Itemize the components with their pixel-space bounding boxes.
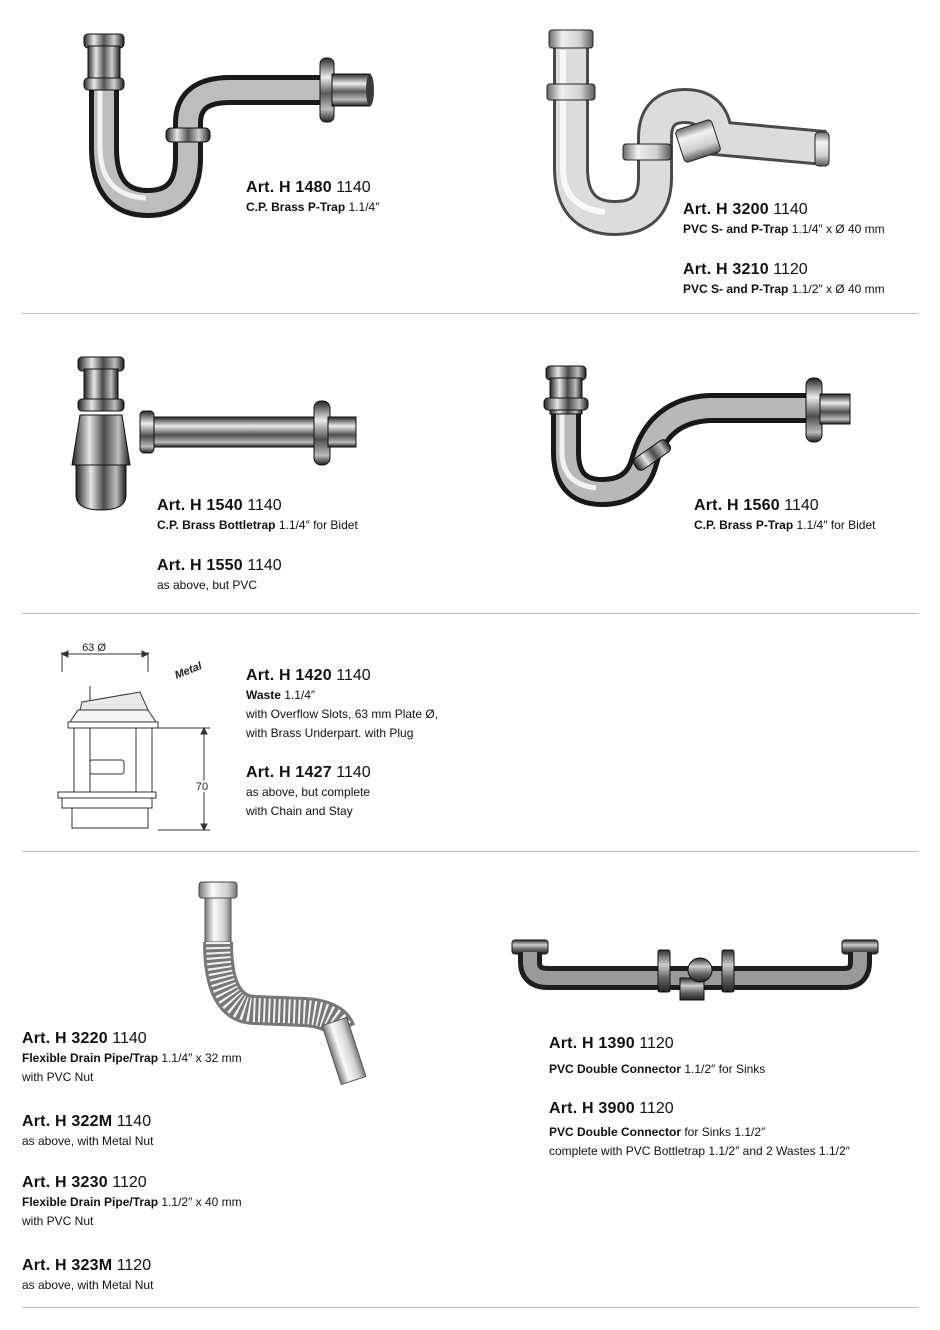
article-code: 1120 [116, 1257, 152, 1274]
section-divider [22, 851, 918, 852]
description-title: PVC Double Connector [549, 1125, 682, 1139]
description-title: C.P. Brass P-Trap [246, 200, 346, 214]
article-code: 1140 [112, 1030, 147, 1047]
product-entry-h1390 [549, 1034, 765, 1079]
article-line [549, 1099, 850, 1119]
description-spec: 1.1/4″ x Ø 40 mm [788, 222, 885, 236]
description-line: with Chain and Stay [246, 804, 353, 818]
description-title: Flexible Drain Pipe/Trap [22, 1195, 159, 1209]
article-code: 1140 [336, 667, 371, 684]
article-number: Art. H 322M [22, 1113, 113, 1130]
brass-bottletrap-image [66, 355, 366, 515]
description-title: C.P. Brass Bottletrap [157, 518, 276, 532]
article-number: Art. H 3900 [549, 1100, 635, 1117]
article-number: Art. H 1390 [549, 1035, 635, 1052]
dimension-diameter: 63 Ø [82, 642, 106, 654]
article-number: Art. H 3220 [22, 1030, 108, 1047]
article-description [683, 220, 885, 239]
article-description [22, 1049, 242, 1068]
article-description: as above, with Metal Nut [22, 1134, 154, 1148]
article-number: Art. H 3230 [22, 1174, 108, 1191]
product-entry-h1480 [246, 178, 379, 217]
dimension-height: 70 [195, 781, 209, 793]
product-entry-h1420 [246, 666, 438, 743]
product-entry-h1560 [694, 496, 875, 535]
article-code: 1120 [112, 1174, 147, 1191]
article-code: 1140 [773, 201, 808, 218]
article-number: Art. H 1540 [157, 497, 243, 514]
waste-technical-drawing [50, 640, 225, 835]
product-entry-h1427 [246, 763, 371, 821]
article-number: Art. H 3210 [683, 261, 769, 278]
description-title: PVC S- and P-Trap [683, 282, 789, 296]
product-entry-h1540 [157, 496, 358, 535]
article-code: 1140 [247, 557, 282, 574]
article-line [246, 178, 379, 198]
article-description [157, 516, 358, 535]
article-description [22, 1193, 242, 1212]
description-spec: 1.1/4″ [345, 200, 380, 214]
description-line: complete with PVC Bottletrap 1.1/2″ and 2 Wastes 1.1/2″ [549, 1144, 850, 1158]
description-spec: 1.1/4″ for Bidet [275, 518, 358, 532]
description-spec: for Sinks 1.1/2″ [681, 1125, 766, 1139]
description-title: Flexible Drain Pipe/Trap [22, 1051, 159, 1065]
article-description: as above, with Metal Nut [22, 1278, 154, 1292]
article-code: 1140 [116, 1113, 152, 1130]
pvc-s-p-trap-image [545, 28, 835, 228]
description-title: PVC Double Connector [549, 1062, 682, 1076]
article-description [694, 516, 875, 535]
section-divider [22, 1307, 918, 1308]
article-number: Art. H 1420 [246, 667, 332, 684]
article-description [549, 1060, 765, 1079]
description-spec: 1.1/2″ for Sinks [681, 1062, 766, 1076]
description-line: with PVC Nut [22, 1214, 94, 1228]
article-line [22, 1256, 153, 1276]
description-spec: 1.1/4″ [280, 688, 316, 702]
product-entry-h3200 [683, 200, 885, 239]
article-line [22, 1112, 153, 1132]
article-code: 1120 [639, 1035, 674, 1052]
article-line [683, 260, 885, 280]
description-line: with PVC Nut [22, 1070, 94, 1084]
description-title: C.P. Brass P-Trap [694, 518, 794, 532]
article-line [549, 1034, 765, 1054]
brass-p-trap-bidet-image [540, 362, 855, 512]
article-code: 1140 [336, 764, 371, 781]
product-entry-h3230 [22, 1173, 242, 1231]
article-number: Art. H 1480 [246, 179, 332, 196]
description-line: as above, but complete [246, 785, 371, 799]
product-entry-h3900 [549, 1099, 850, 1161]
product-entry-h3220 [22, 1029, 242, 1087]
description-spec: 1.1/2″ x 40 mm [158, 1195, 242, 1209]
description-line: with Overflow Slots, 63 mm Plate Ø, [246, 707, 439, 721]
article-description: as above, but PVC [157, 578, 258, 592]
article-description [549, 1123, 850, 1142]
product-entry-h3210 [683, 260, 885, 299]
article-code: 1120 [639, 1100, 674, 1117]
article-line [157, 496, 358, 516]
article-line [22, 1173, 242, 1193]
article-number: Art. H 323M [22, 1257, 113, 1274]
article-line [694, 496, 875, 516]
article-number: Art. H 3200 [683, 201, 769, 218]
article-code: 1140 [336, 179, 371, 196]
article-line [157, 556, 282, 576]
description-spec: 1.1/4″ for Bidet [793, 518, 876, 532]
article-number: Art. H 1550 [157, 557, 243, 574]
product-entry-h322m [22, 1112, 153, 1151]
article-line [246, 666, 438, 686]
article-code: 1120 [773, 261, 808, 278]
product-entry-h1550 [157, 556, 282, 595]
article-number: Art. H 1560 [694, 497, 780, 514]
article-number: Art. H 1427 [246, 764, 332, 781]
section-divider [22, 613, 918, 614]
description-title: Waste [246, 688, 281, 702]
section-divider [22, 313, 918, 314]
description-line: with Brass Underpart. with Plug [246, 726, 414, 740]
article-code: 1140 [784, 497, 819, 514]
article-code: 1140 [247, 497, 282, 514]
article-line [683, 200, 885, 220]
article-description [246, 686, 438, 705]
description-spec: 1.1/4″ x 32 mm [158, 1051, 242, 1065]
metal-stamp: Metal [173, 660, 204, 682]
description-title: PVC S- and P-Trap [683, 222, 789, 236]
article-line [246, 763, 371, 783]
article-description [246, 198, 379, 217]
pvc-double-connector-image [508, 938, 883, 1008]
article-description [683, 280, 885, 299]
description-spec: 1.1/2″ x Ø 40 mm [788, 282, 885, 296]
article-line [22, 1029, 242, 1049]
product-entry-h323m [22, 1256, 153, 1295]
